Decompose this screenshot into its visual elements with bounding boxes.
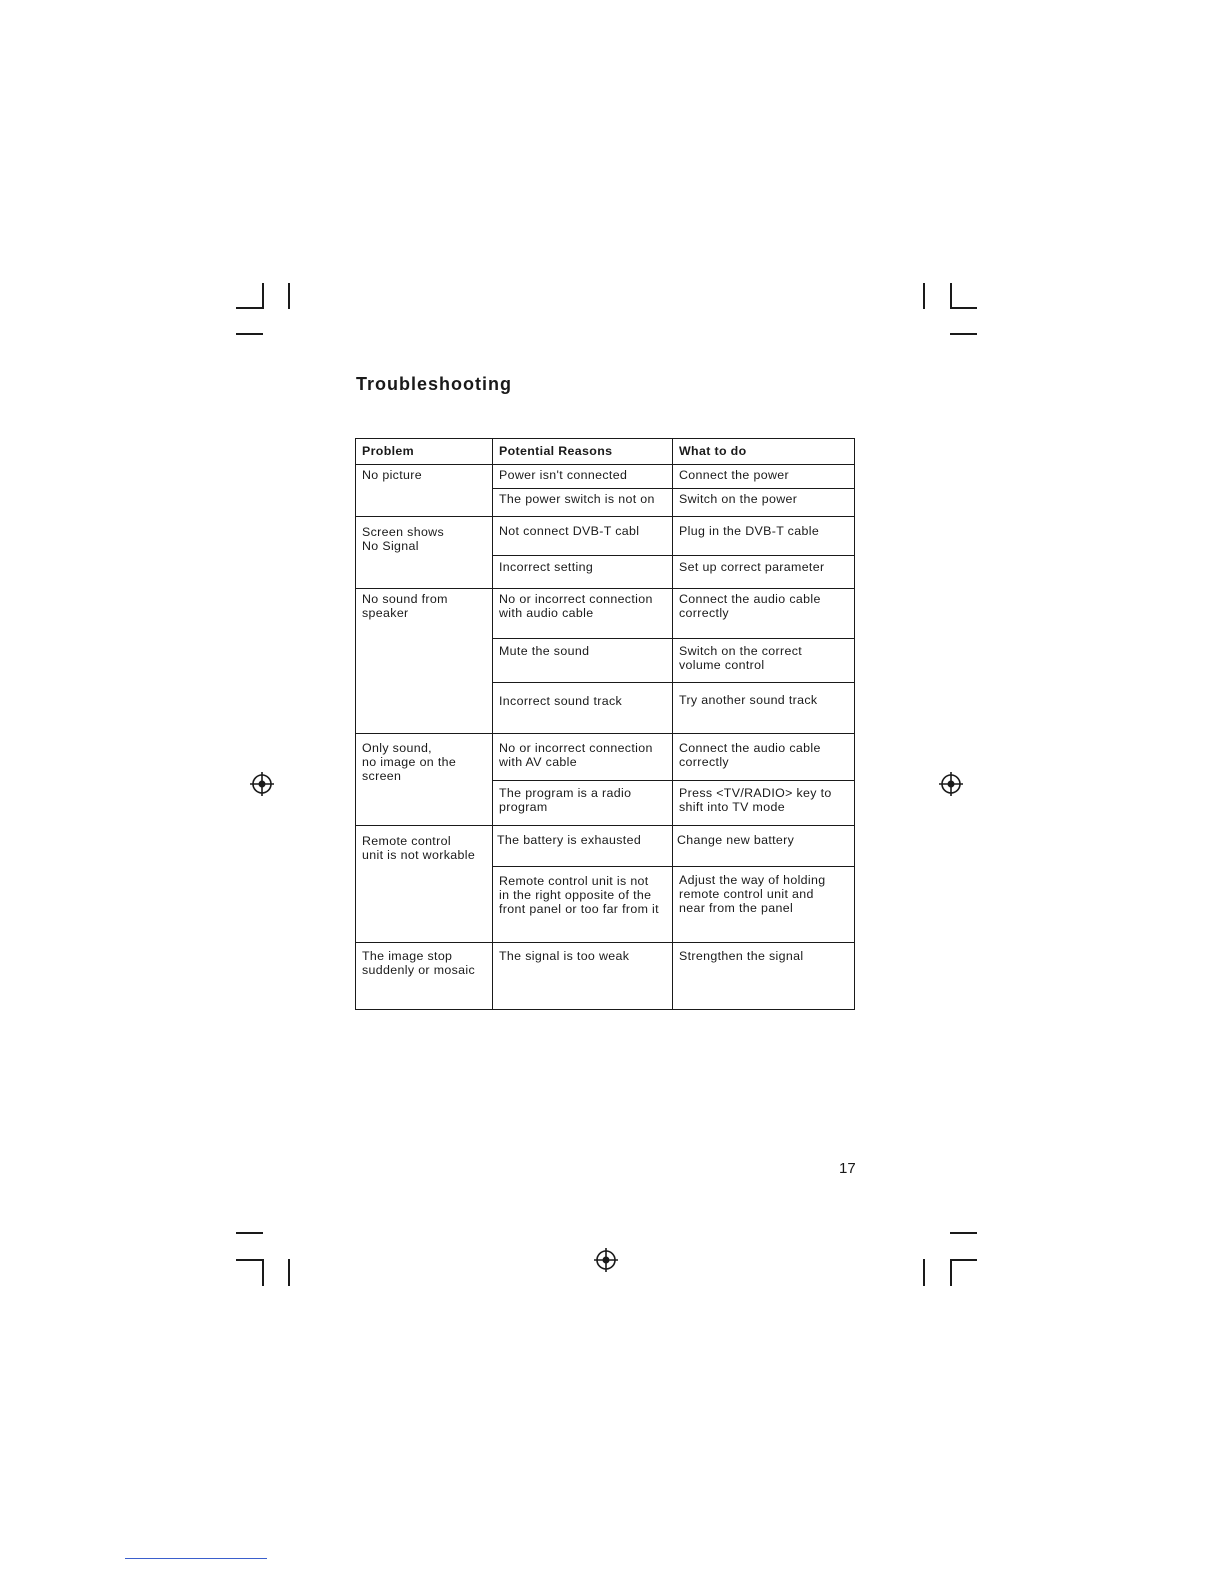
- crop-mark: [236, 333, 263, 335]
- reason-cell: Not connect DVB-T cabl: [493, 517, 673, 556]
- action-cell: Set up correct parameter: [673, 556, 855, 589]
- crop-mark: [950, 283, 952, 309]
- bottom-rule: [125, 1558, 267, 1559]
- reason-cell: No or incorrect connection with AV cable: [493, 734, 673, 781]
- crop-mark: [950, 307, 977, 309]
- reason-cell: Mute the sound: [493, 639, 673, 683]
- table-row: [356, 943, 855, 1010]
- crop-mark: [236, 1232, 263, 1234]
- action-cell: Strengthen the signal: [673, 943, 855, 1010]
- header-what-to-do: What to do: [673, 439, 855, 465]
- action-cell: Change new battery: [673, 826, 855, 867]
- table-row: [356, 465, 855, 489]
- crop-mark: [923, 1259, 925, 1286]
- crop-mark: [288, 1259, 290, 1286]
- page-title: Troubleshooting: [356, 374, 512, 394]
- action-cell: Connect the audio cable correctly: [673, 734, 855, 781]
- page-number: 17: [839, 1160, 856, 1177]
- action-cell: Try another sound track: [673, 683, 855, 734]
- crop-mark: [288, 283, 290, 309]
- table-row: [356, 826, 855, 867]
- reason-cell: The battery is exhausted: [493, 826, 673, 867]
- table-row: [356, 517, 855, 556]
- reason-cell: Incorrect setting: [493, 556, 673, 589]
- reason-cell: Power isn't connected: [493, 465, 673, 489]
- problem-cell: The image stop suddenly or mosaic: [356, 943, 493, 1010]
- crop-mark: [236, 307, 264, 309]
- problem-cell: Screen shows No Signal: [356, 517, 493, 589]
- registration-mark-icon: [594, 1248, 618, 1272]
- table-header-row: [356, 439, 855, 465]
- table-row: [356, 589, 855, 639]
- problem-cell: No picture: [356, 465, 493, 517]
- problem-cell: Remote control unit is not workable: [356, 826, 493, 943]
- reason-cell: No or incorrect connection with audio cable: [493, 589, 673, 639]
- crop-mark: [950, 333, 977, 335]
- header-problem: Problem: [356, 439, 493, 465]
- reason-cell: The signal is too weak: [493, 943, 673, 1010]
- action-cell: Adjust the way of holding remote control unit and near from the panel: [673, 867, 855, 943]
- reason-cell: Remote control unit is not in the right opposite of the front panel or too far from it: [493, 867, 673, 943]
- crop-mark: [262, 283, 264, 309]
- action-cell: Connect the audio cable correctly: [673, 589, 855, 639]
- action-cell: Switch on the power: [673, 489, 855, 517]
- reason-cell: The power switch is not on: [493, 489, 673, 517]
- crop-mark: [262, 1259, 264, 1286]
- action-cell: Press <TV/RADIO> key to shift into TV mode: [673, 781, 855, 826]
- crop-mark: [236, 1259, 264, 1261]
- problem-cell: No sound from speaker: [356, 589, 493, 734]
- crop-mark: [950, 1259, 952, 1286]
- troubleshooting-table: [355, 438, 855, 1010]
- header-potential-reasons: Potential Reasons: [493, 439, 673, 465]
- action-cell: Connect the power: [673, 465, 855, 489]
- registration-mark-icon: [250, 772, 274, 796]
- registration-mark-icon: [939, 772, 963, 796]
- action-cell: Switch on the correct volume control: [673, 639, 855, 683]
- problem-cell: Only sound, no image on the screen: [356, 734, 493, 826]
- crop-mark: [923, 283, 925, 309]
- table-row: [356, 734, 855, 781]
- crop-mark: [950, 1259, 977, 1261]
- action-cell: Plug in the DVB-T cable: [673, 517, 855, 556]
- reason-cell: The program is a radio program: [493, 781, 673, 826]
- crop-mark: [950, 1232, 977, 1234]
- reason-cell: Incorrect sound track: [493, 683, 673, 734]
